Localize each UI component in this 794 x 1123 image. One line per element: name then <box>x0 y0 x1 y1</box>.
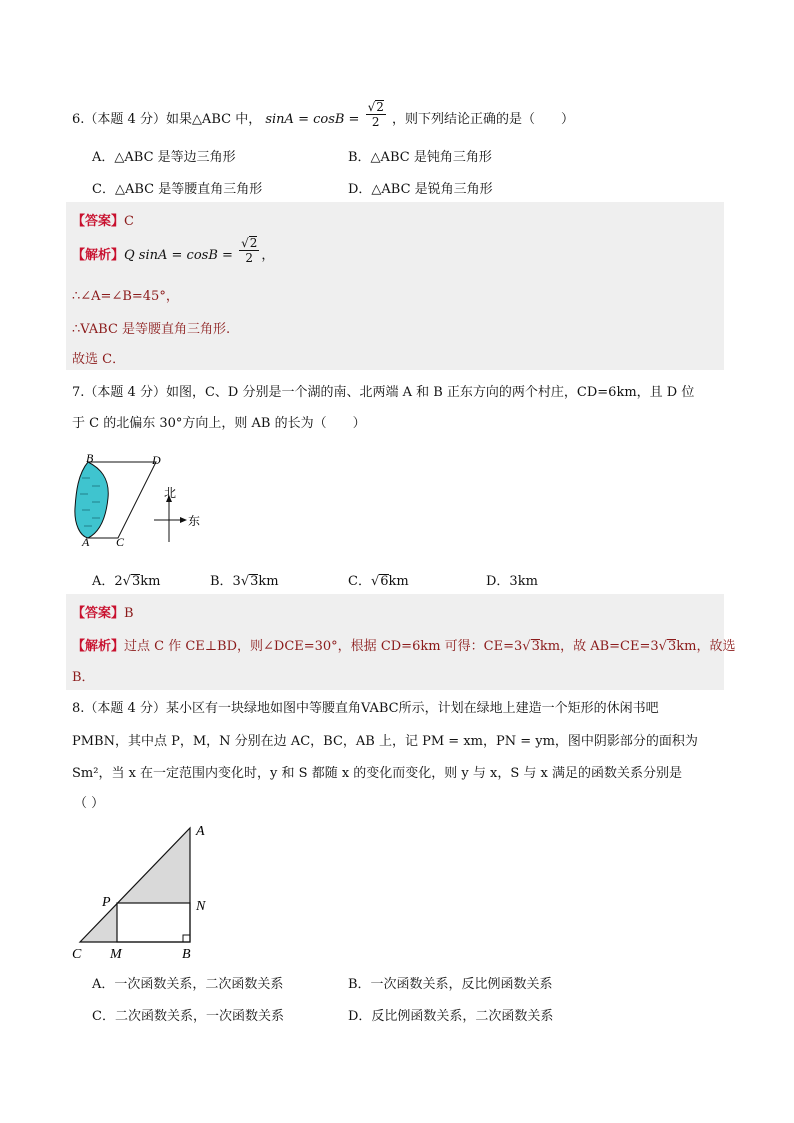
q7-stem-line1: 7.（本题 4 分）如图，C、D 分别是一个湖的南、北两端 A 和 B 正东方向的两个村庄，CD=6km，且 D 位 <box>72 385 695 400</box>
q6-analysis-fraction: $\frac{√2}{2}$ <box>241 236 258 265</box>
q7-label-C: C <box>116 535 125 549</box>
q7-option-b-radicand: 3 <box>250 574 259 589</box>
q7-answer-tag: 【答案】 <box>72 606 125 621</box>
q7-analysis-line1: 【解析】过点 C 作 CE⊥BD，则∠DCE=30°，根据 CD=6km 可得：CE=3√3km，故 AB=CE=3√3km，故选 <box>72 639 736 654</box>
q7-lake-figure <box>66 448 226 554</box>
q8-label-M: M <box>110 947 122 962</box>
q7-option-a[interactable]: A．2√3km <box>92 574 161 589</box>
q7-stem-line2: 于 C 的北偏东 30°方向上，则 AB 的长为（ ） <box>72 416 366 431</box>
q8-stem-line2: PMBN，其中点 P，M，N 分别在边 AC，BC，AB 上，记 PM = xm，PN = ym，图中阴影部分的面积为 <box>72 734 698 749</box>
q6-stem-formula: sinA = cosB = <box>265 112 360 127</box>
q7-analysis-tag: 【解析】 <box>72 639 125 654</box>
q6-analysis-line2: ∴∠A=∠B=45°， <box>72 289 179 304</box>
q7-answer-value: B <box>124 606 134 621</box>
q6-analysis-frac-num: 2 <box>249 236 258 250</box>
q7-lake <box>75 462 108 538</box>
q6-analysis-formula: Q sinA = cosB = <box>124 248 233 263</box>
q8-label-A: A <box>196 824 205 839</box>
q8-rectangle-PMBN <box>117 903 190 942</box>
q7-north-label: 北 <box>164 486 177 500</box>
q8-stem-line4: （ ） <box>74 796 105 811</box>
q7-label-A: A <box>82 535 90 549</box>
q6-answer <box>72 210 134 229</box>
q8-stem-line1: 8.（本题 4 分）某小区有一块绿地如图中等腰直角VABC所示，计划在绿地上建造一个矩形的休闲书吧 <box>72 701 659 716</box>
q8-option-c[interactable]: C．二次函数关系，一次函数关系 <box>92 1009 284 1024</box>
q6-fraction: $\frac{√2}{2}$ <box>367 100 384 129</box>
q7-option-c[interactable]: C．√6km <box>348 574 409 589</box>
q6-stem <box>72 100 575 129</box>
q6-option-b[interactable]: B．△ABC 是钝角三角形 <box>348 150 492 165</box>
q6-analysis-tag: 【解析】 <box>72 248 125 263</box>
q8-label-P: P <box>102 895 111 910</box>
q6-answer-value: C <box>124 214 134 229</box>
q7-option-b[interactable]: B．3√3km <box>210 574 279 589</box>
q7-label-D: D <box>152 453 161 467</box>
q7-analysis-line2: B． <box>72 670 95 685</box>
q8-option-a[interactable]: A．一次函数关系，二次函数关系 <box>92 977 284 992</box>
q6-frac-num: 2 <box>376 100 384 114</box>
q7-east-label: 东 <box>188 514 201 528</box>
q6-analysis-comma: ， <box>261 248 275 263</box>
q6-option-c[interactable]: C．△ABC 是等腰直角三角形 <box>92 182 263 197</box>
q8-option-d[interactable]: D．反比例函数关系，二次函数关系 <box>348 1009 554 1024</box>
q6-option-d[interactable]: D．△ABC 是锐角三角形 <box>348 182 493 197</box>
q6-analysis-line3: ∴VABC 是等腰直角三角形. <box>72 322 231 337</box>
q6-analysis-line4: 故选 C． <box>72 352 126 367</box>
q8-label-C: C <box>72 947 82 962</box>
q7-option-d[interactable]: D．3km <box>486 574 538 589</box>
q7-option-a-radicand: 3 <box>131 574 141 589</box>
q7-label-B: B <box>86 451 94 465</box>
q6-answer-tag: 【答案】 <box>72 214 125 229</box>
q7-answer <box>72 602 134 621</box>
q8-option-b[interactable]: B．一次函数关系，反比例函数关系 <box>348 977 553 992</box>
q6-option-a[interactable]: A．△ABC 是等边三角形 <box>92 150 236 165</box>
q8-triangle-figure <box>66 820 226 965</box>
q8-stem-line3: Sm²，当 x 在一定范围内变化时，y 和 S 都随 x 的变化而变化，则 y 与 x，S 与 x 满足的函数关系分别是 <box>72 766 682 781</box>
q6-stem-suffix: ，则下列结论正确的是（ ） <box>392 112 575 127</box>
q8-label-N: N <box>196 899 206 914</box>
q6-stem-prefix: 6.（本题 4 分）如果△ABC 中， <box>72 112 262 127</box>
q8-label-B: B <box>182 947 191 962</box>
q6-frac-den: 2 <box>371 115 380 129</box>
q7-option-c-radicand: 6 <box>380 574 389 589</box>
q6-analysis-frac-den: 2 <box>245 251 254 265</box>
q6-analysis-line1 <box>72 236 275 265</box>
